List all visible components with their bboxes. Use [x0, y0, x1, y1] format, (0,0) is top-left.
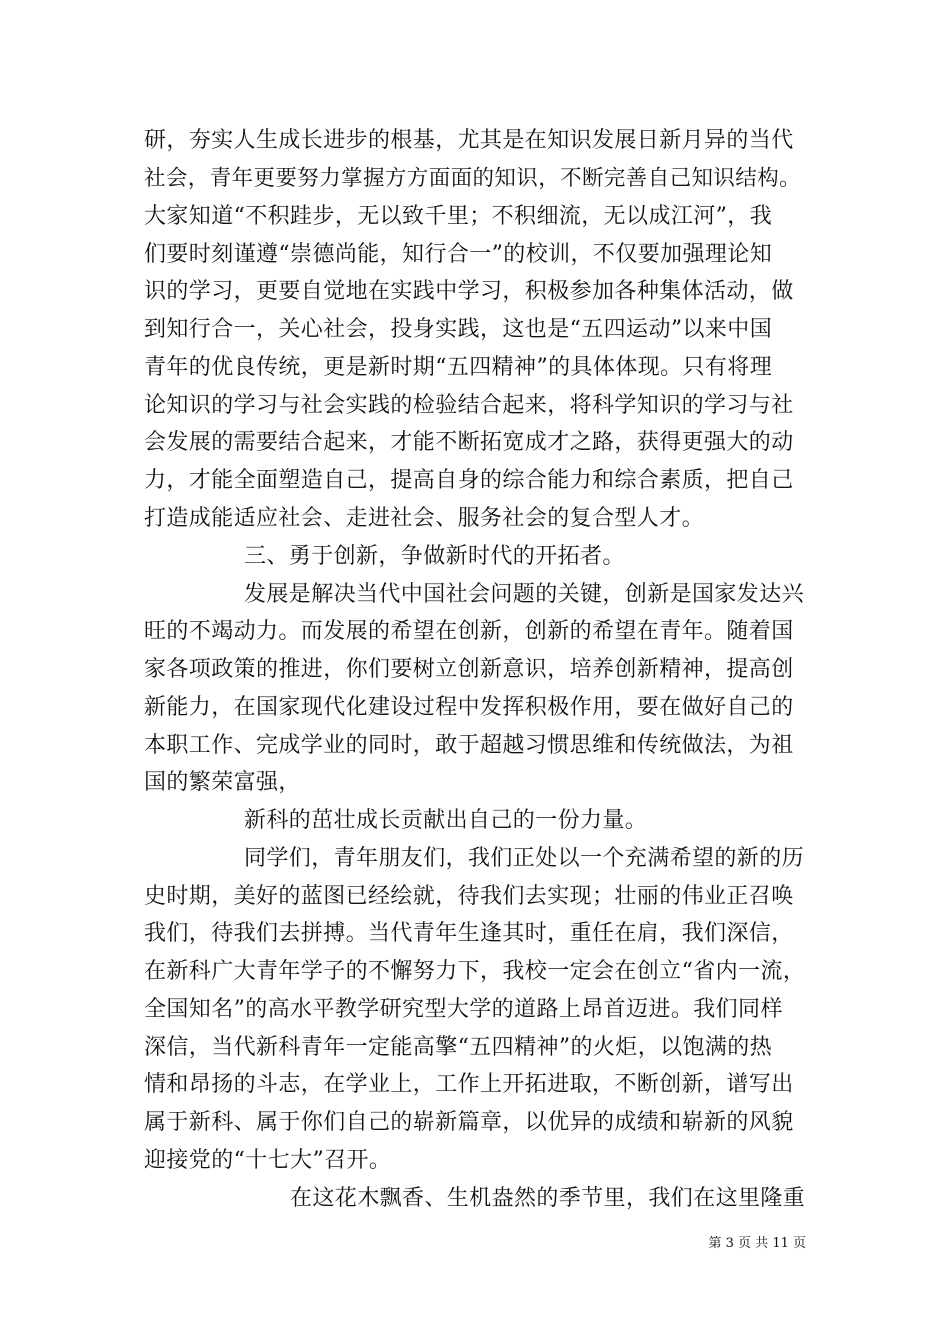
- text-line: 识的学习，更要自觉地在实践中学习，积极参加各种集体活动，做: [144, 279, 794, 304]
- text-line: 我们，待我们去拼搏。当代青年生逢其时，重任在肩，我们深信，: [144, 921, 794, 946]
- text-line: 大家知道“不积跬步，无以致千里；不积细流，无以成江河”，我: [144, 204, 773, 229]
- text-line: 深信，当代新科青年一定能高擎“五四精神”的火炬，以饱满的热: [144, 1035, 773, 1060]
- text-line: 新能力，在国家现代化建设过程中发挥积极作用，要在做好自己的: [144, 695, 794, 720]
- text-line: 旺的不竭动力。而发展的希望在创新，创新的希望在青年。随着国: [144, 619, 794, 644]
- text-line: 本职工作、完成学业的同时，敢于超越习惯思维和传统做法，为祖: [144, 733, 794, 758]
- section-heading: 三、勇于创新，争做新时代的开拓者。: [244, 544, 625, 569]
- text-line: 新科的茁壮成长贡献出自己的一份力量。: [244, 808, 648, 833]
- text-line: 打造成能适应社会、走进社会、服务社会的复合型人才。: [144, 506, 705, 531]
- text-line: 论知识的学习与社会实践的检验结合起来，将科学知识的学习与社: [144, 393, 794, 418]
- text-line: 在新科广大青年学子的不懈努力下，我校一定会在创立“省内一流，: [144, 959, 806, 984]
- text-line: 家各项政策的推进，你们要树立创新意识，培养创新精神，提高创: [144, 657, 794, 682]
- text-line: 国的繁荣富强，: [144, 770, 301, 795]
- text-line: 研，夯实人生成长进步的根基，尤其是在知识发展日新月异的当代: [144, 128, 794, 153]
- text-line: 到知行合一，关心社会，投身实践，这也是“五四运动”以来中国: [144, 317, 773, 342]
- text-line: 全国知名”的高水平教学研究型大学的道路上昂首迈进。我们同样: [144, 997, 783, 1022]
- text-line: 力，才能全面塑造自己，提高自身的综合能力和综合素质，把自己: [144, 468, 794, 493]
- text-line: 们要时刻谨遵“崇德尚能，知行合一”的校训，不仅要加强理论知: [144, 242, 773, 267]
- text-line: 社会，青年更要努力掌握方方面面的知识，不断完善自己知识结构。: [144, 166, 802, 191]
- text-line: 情和昂扬的斗志，在学业上，工作上开拓进取，不断创新，谱写出: [144, 1072, 794, 1097]
- text-line: 在这花木飘香、生机盎然的季节里，我们在这里隆重: [290, 1186, 806, 1211]
- text-line: 青年的优良传统，更是新时期“五四精神”的具体体现。只有将理: [144, 355, 773, 380]
- text-line: 史时期，美好的蓝图已经绘就，待我们去实现；壮丽的伟业正召唤: [144, 884, 794, 909]
- text-line: 会发展的需要结合起来，才能不断拓宽成才之路，获得更强大的动: [144, 430, 794, 455]
- text-line: 发展是解决当代中国社会问题的关键，创新是国家发达兴: [244, 582, 805, 607]
- text-line: 同学们，青年朋友们，我们正处以一个充满希望的新的历: [244, 846, 805, 871]
- page-number-footer: 第 3 页 共 11 页: [708, 1236, 806, 1251]
- text-line: 迎接党的“十七大”召开。: [144, 1148, 392, 1173]
- text-line: 属于新科、属于你们自己的崭新篇章，以优异的成绩和崭新的风貌: [144, 1110, 794, 1135]
